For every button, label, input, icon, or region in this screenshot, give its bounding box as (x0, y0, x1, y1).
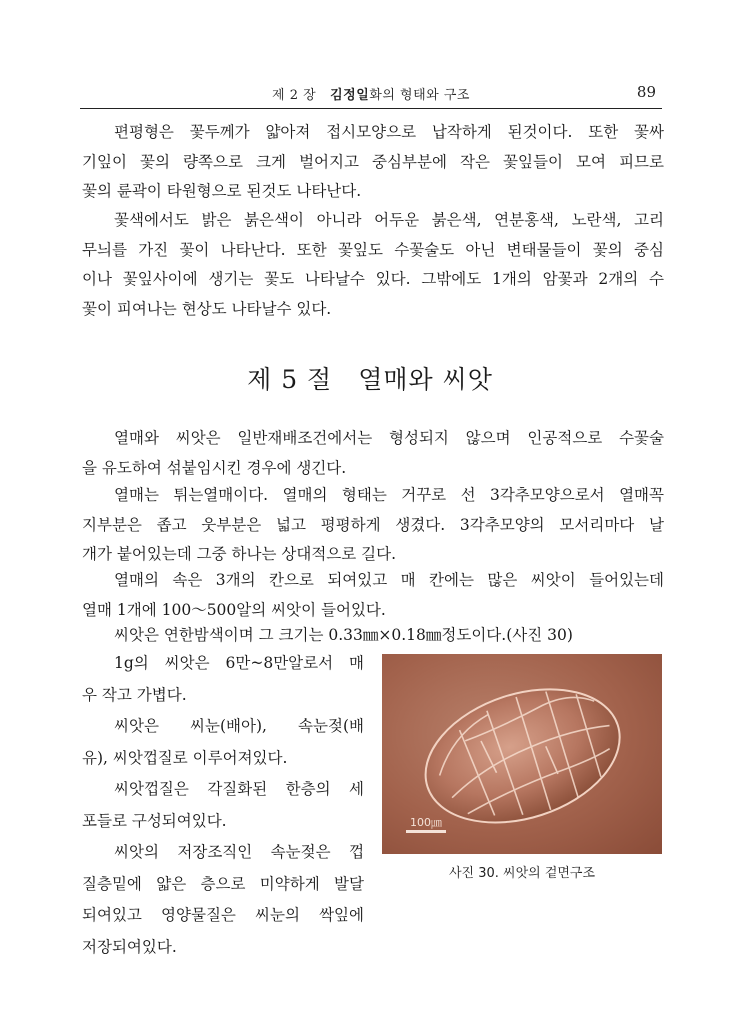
paragraph-3 (82, 424, 664, 483)
page-header (80, 80, 662, 109)
paragraph-1 (82, 118, 664, 207)
text-line: 씨앗은 씨눈(배아), 속눈젖(배 (114, 717, 364, 735)
text-line: 씨앗껍질은 각질화된 한층의 세 (114, 780, 364, 798)
text-line: 열매와 씨앗은 일반재배조건에서는 형성되지 않으며 인공적으로 수꽃술 (114, 429, 664, 447)
text-line: 꽃의 륜곽이 타원형으로 된것도 나타난다. (82, 182, 362, 200)
page-number: 89 (636, 83, 656, 101)
section-number: 제 5 절 (247, 365, 333, 394)
wrapped-text-column (82, 648, 364, 963)
title-bold: 김정일 (330, 88, 370, 103)
paragraph-4 (82, 481, 664, 570)
text-line: 우 작고 가볍다. (82, 685, 187, 704)
text-line: 1g의 씨앗은 6만~8만알로서 매 (114, 654, 364, 672)
text-line: 편평형은 꽃두께가 얇아져 접시모양으로 납작하게 된것이다. 또한 꽃싸 (114, 123, 664, 141)
text-line: 꽃색에서도 밝은 붉은색이 아니라 어두운 붉은색, 연분홍색, 노란색, 고리 (114, 211, 664, 229)
text-line: 이나 꽃잎사이에 생기는 꽃도 나타날수 있다. 그밖에도 1개의 암꽃과 2개의 수 (82, 270, 664, 288)
seed-surface-photo (382, 654, 662, 854)
scale-bar (406, 830, 446, 833)
running-title (80, 84, 662, 103)
paragraph-5 (82, 566, 664, 625)
text-line: 기잎이 꽃의 량쪽으로 크게 벌어지고 중심부분에 작은 꽃잎들이 모여 피므로 (82, 152, 664, 171)
text-line: 지부분은 좁고 웃부분은 넓고 평평하게 생겼다. 3각추모양의 모서리마다 날 (82, 515, 664, 534)
text-line: 씨앗은 연한밤색이며 그 크기는 0.33㎜×0.18㎜정도이다.(사진 30) (114, 626, 573, 644)
section-heading (0, 360, 740, 396)
text-line: 포들로 구성되여있다. (82, 811, 227, 830)
text-line: 저장되여있다. (82, 937, 177, 956)
section-title-text: 열매와 씨앗 (358, 365, 493, 394)
title-rest: 화의 형태와 구조 (369, 88, 470, 103)
text-line: 유), 씨앗껍질로 이루어져있다. (82, 748, 288, 767)
seed-illustration (382, 654, 662, 854)
text-line: 되여있고 영양물질은 씨눈의 싹잎에 (82, 906, 364, 924)
text-line: 을 유도하여 섞붙임시킨 경우에 생긴다. (82, 458, 347, 477)
photo-caption: 사진 30. 씨앗의 겉면구조 (448, 866, 596, 881)
text-line: 무늬를 가진 꽃이 나타난다. 또한 꽃잎도 수꽃술도 아닌 변태물들이 꽃의 중심 (82, 240, 664, 259)
text-line: 열매는 튀는열매이다. 열매의 형태는 거꾸로 선 3각추모양으로서 열매꼭 (114, 486, 664, 504)
scale-label: 100㎛ (410, 816, 442, 829)
paragraph-6 (82, 621, 664, 651)
text-line: 개가 붙어있는데 그중 하나는 상대적으로 길다. (82, 545, 397, 563)
chapter-label: 제 2 장 (272, 88, 317, 103)
paragraph-2 (82, 206, 664, 324)
text-line: 열매 1개에 100～500알의 씨앗이 들어있다. (82, 600, 386, 619)
text-line: 질층밑에 얇은 층으로 미약하게 발달 (82, 874, 364, 893)
text-line: 꽃이 피여나는 현상도 나타날수 있다. (82, 299, 332, 318)
text-line: 열매의 속은 3개의 칸으로 되여있고 매 칸에는 많은 씨앗이 들어있는데 (114, 571, 664, 589)
text-line: 씨앗의 저장조직인 속눈젖은 껍 (114, 843, 364, 861)
